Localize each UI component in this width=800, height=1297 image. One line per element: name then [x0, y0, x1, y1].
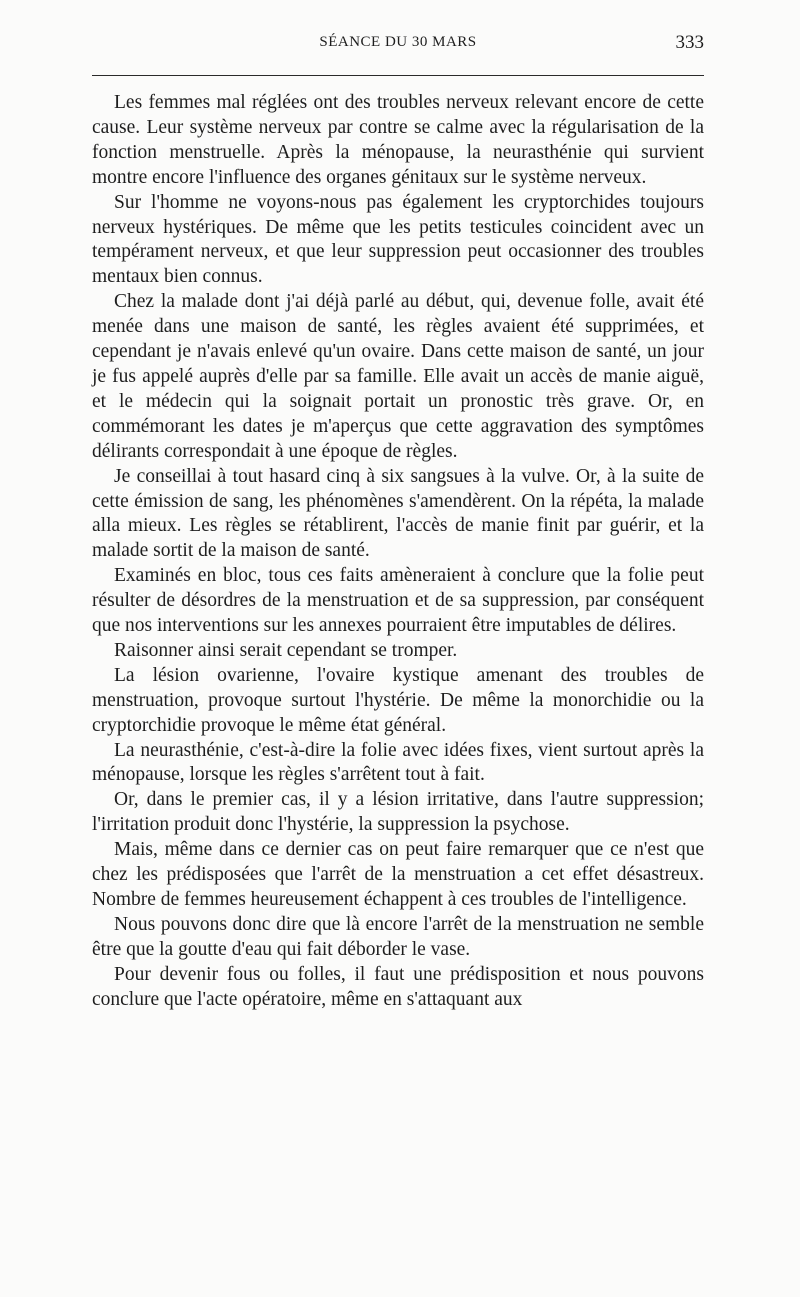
paragraph: Pour devenir fous ou folles, il faut une prédisposition et nous pouvons conclure que l'acte opératoire, même en s'attaquant aux	[92, 963, 704, 1010]
paragraph: Nous pouvons donc dire que là encore l'arrêt de la menstruation ne semble être que la goutte d'eau qui fait déborder le vase.	[92, 913, 704, 960]
header-rule	[92, 75, 704, 76]
paragraph: Mais, même dans ce dernier cas on peut faire remarquer que ce n'est que chez les prédisposées que l'arrêt de la menstruation a cet effet désastreux. Nombre de femmes heureusement échappent à ces troubles de l'intelligence.	[92, 839, 704, 910]
paragraph: Chez la malade dont j'ai déjà parlé au début, qui, devenue folle, avait été menée dans une maison de santé, les règles avaient été supprimées, et cependant je n'avais enlevé qu'un ovaire. Dans cette maison de santé, un jour je fus appelé auprès d'elle par sa famille. Elle avait un accès de manie aiguë, et le médecin qui la soignait portait un pronostic très grave. Or, en commémorant les dates je m'aperçus que cette aggravation des symptômes délirants correspondait à une époque de règles.	[92, 291, 704, 462]
page-number: 333	[675, 32, 704, 53]
paragraph: La lésion ovarienne, l'ovaire kystique amenant des troubles de menstruation, provoque surtout l'hystérie. De même la monorchidie ou la cryptorchidie provoque le même état général.	[92, 664, 704, 736]
paragraph: Or, dans le premier cas, il y a lésion irritative, dans l'autre suppression; l'irritation produit donc l'hystérie, la suppression la psychose.	[92, 789, 704, 836]
paragraph: Les femmes mal réglées ont des troubles nerveux relevant encore de cette cause. Leur système nerveux par contre se calme avec la régularisation de la fonction menstruelle. Après la ménopause, la neurasthénie qui survient montre encore l'influence des organes génitaux sur le système nerveux.	[92, 92, 704, 188]
paragraph: Sur l'homme ne voyons-nous pas également les cryptorchides toujours nerveux hystériques. De même que les petits testicules coincident avec un tempérament nerveux, et que leur suppression peut occasionner des troubles mentaux bien connus.	[92, 191, 704, 288]
paragraph: Je conseillai à tout hasard cinq à six sangsues à la vulve. Or, à la suite de cette émission de sang, les phénomènes s'amendèrent. On la répéta, la malade alla mieux. Les règles se rétablirent, l'accès de manie finit par guérir, et la malade sortit de la maison de santé.	[92, 465, 704, 562]
page-header	[92, 34, 704, 64]
body-text	[92, 91, 704, 1013]
paragraph: La neurasthénie, c'est-à-dire la folie avec idées fixes, vient surtout après la ménopause, lorsque les règles s'arrêtent tout à fait.	[92, 739, 704, 786]
paragraph: Examinés en bloc, tous ces faits amèneraient à conclure que la folie peut résulter de désordres de la menstruation et de sa suppression, par conséquent que nos interventions sur les annexes pourraient être imputables de délires.	[92, 565, 704, 637]
running-title: SÉANCE DU 30 MARS	[319, 34, 477, 50]
paragraph: Raisonner ainsi serait cependant se tromper.	[114, 639, 458, 661]
